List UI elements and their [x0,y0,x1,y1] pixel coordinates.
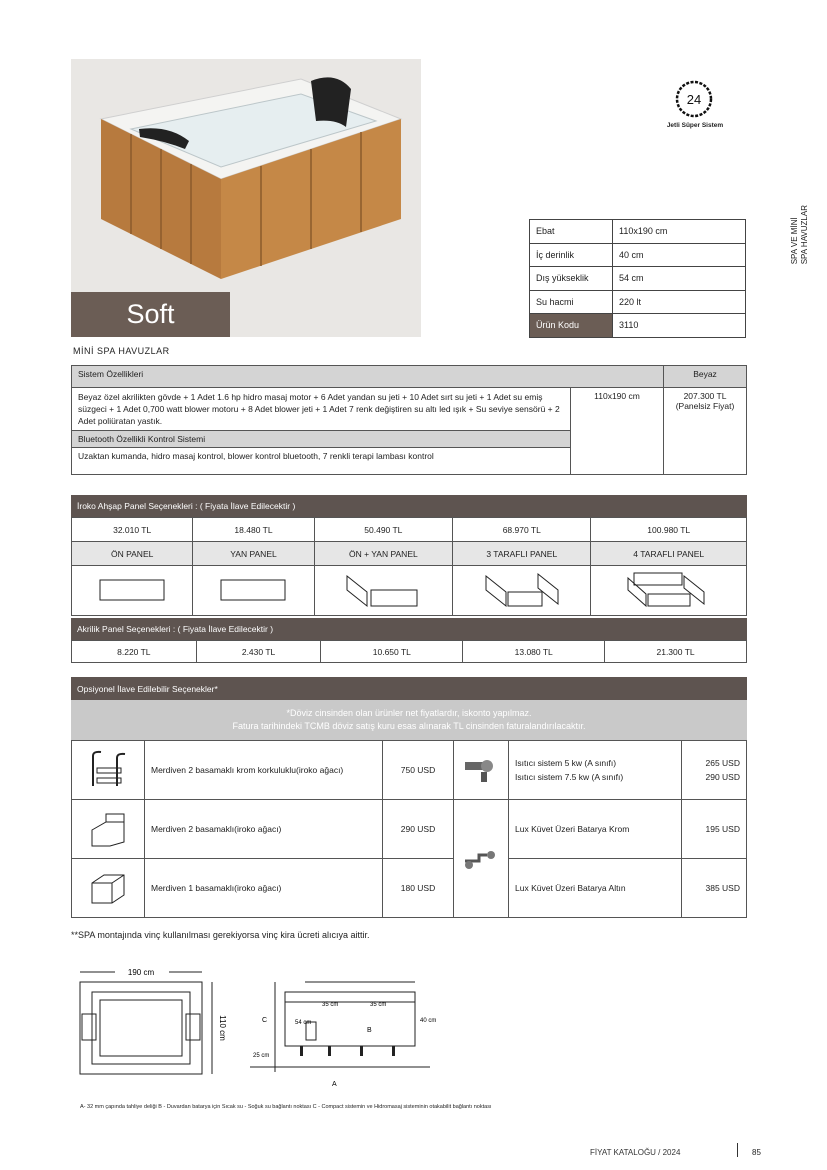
wood-price: 50.490 TL [314,518,452,542]
spec-row [530,267,746,291]
wood-price: 68.970 TL [453,518,591,542]
side-panel-icon [193,566,314,616]
two-step-icon [72,800,145,859]
option-name: Merdiven 2 basamaklı(iroko ağacı) [145,800,383,859]
spec-value: 3110 [613,314,746,338]
option-name: Merdiven 2 basamaklı krom korkuluklu(iroko ağacı) [145,741,383,800]
spec-value: 110x190 cm [613,220,746,244]
panel-name: 3 TARAFLI PANEL [453,542,591,566]
four-side-panel-icon [591,566,747,616]
spec-row [530,290,746,314]
badge-label: Jetli Süper Sistem [666,122,724,129]
dim-d: 54 cm [295,1020,312,1026]
acrylic-price: 21.300 TL [605,641,747,663]
side-label-line1: SPA VE MİNİ [790,217,799,265]
jet-system-icon [675,80,713,118]
catalog-footer: FİYAT KATALOĞU / 2024 [590,1148,681,1157]
panel-name: ÖN + YAN PANEL [314,542,452,566]
dim-a: 35 cm [322,1002,339,1008]
spec-key: Su hacmi [530,290,613,314]
spec-value: 220 lt [613,290,746,314]
notice-line2: Fatura tarihindeki TCMB döviz satış kuru esas alınarak TL cinsinden faturalandırılacaktır. [232,721,586,731]
option-price-right: 195 USD [682,800,747,859]
label-c: C [262,1017,268,1024]
dim-c: 40 cm [420,1018,437,1024]
bluetooth-text: Uzaktan kumanda, hidro masaj kontrol, blower kontrol bluetooth, 7 renkli terapi lambası kontrol [72,448,571,475]
spec-row [530,314,746,338]
acrylic-price: 2.430 TL [196,641,321,663]
bluetooth-header: Bluetooth Özellikli Kontrol Sistemi [72,431,571,448]
footer-divider [737,1143,738,1157]
option-name-right: Isıtıcı sistem 5 kw (A sınıfı) Isıtıcı sistem 7.5 kw (A sınıfı) [509,741,682,800]
acrylic-price: 13.080 TL [463,641,605,663]
label-b: B [367,1027,372,1034]
faucet-icon [454,800,509,918]
spec-key: İç derinlik [530,243,613,267]
wood-price: 32.010 TL [72,518,193,542]
price-note: (Panelsiz Fiyat) [675,401,735,411]
label-a: A [332,1081,337,1088]
color-header: Beyaz [664,366,747,388]
three-side-panel-icon [453,566,591,616]
options-table [71,740,747,918]
front-side-panel-icon [314,566,452,616]
side-category-label [790,205,810,264]
options-header: Opsiyonel İlave Edilebilir Seçenekler* [71,677,747,700]
features-table [71,365,747,475]
system-text: Beyaz özel akrilikten gövde + 1 Adet 1.6 hp hidro masaj motor + 6 Adet yandan su jeti + 10 Adet sırt su jeti + 1 Adet su emiş süzgeci + 1 Adet 0,700 watt blower motoru + 8 Adet blower jeti + 1 Adet 7 renk değiştiren su altı led ışık + Su seviye sensörü + 2 Adet poliüratan yastık. [72,388,571,431]
spec-table [529,219,746,338]
section-title: MİNİ SPA HAVUZLAR [73,346,170,356]
spec-value: 54 cm [613,267,746,291]
price-value: 207.300 TL [683,391,727,401]
wood-price: 100.980 TL [591,518,747,542]
wood-panels-table [71,517,747,616]
badge-number: 24 [686,92,702,107]
height-dimension: 110 cm [218,1015,227,1041]
panel-name: YAN PANEL [193,542,314,566]
spec-row [530,243,746,267]
option-name-right: Lux Küvet Üzeri Batarya Altın [509,859,682,918]
option-price-right: 385 USD [682,859,747,918]
wood-price: 18.480 TL [193,518,314,542]
acrylic-price: 8.220 TL [72,641,197,663]
price-cell [664,388,747,475]
system-header: Sistem Özellikleri [72,366,664,388]
spec-key: Ebat [530,220,613,244]
crane-footnote: **SPA montajında vinç kullanılması gerekiyorsa vinç kira ücreti alıcıya aittir. [71,930,370,940]
side-label-line2: SPA HAVUZLAR [800,205,809,265]
dim-e: 25 cm [253,1053,270,1059]
option-price-right: 265 USD 290 USD [682,741,747,800]
product-title: Soft [71,292,230,337]
drawing-legend: A- 32 mm çapında tahliye deliği B - Duvardan batarya için Sıcak su - Soğuk su bağlantı noktası C - Compact sistemin ve Hidromasaj sisteminin otakabilit bağlantı noktası [80,1104,492,1110]
heater-icon [454,741,509,800]
size-cell: 110x190 cm [571,388,664,475]
currency-notice [71,700,747,740]
acrylic-price: 10.650 TL [321,641,463,663]
spec-value: 40 cm [613,243,746,267]
spec-key: Dış yükseklik [530,267,613,291]
option-name: Merdiven 1 basamaklı(iroko ağacı) [145,859,383,918]
notice-line1: *Döviz cinsinden olan ürünler net fiyatlardır, iskonto yapılmaz. [286,708,532,718]
acrylic-panels-header: Akrilik Panel Seçenekleri : ( Fiyata İlave Edilecektir ) [71,618,747,640]
ladder-rail-icon [72,741,145,800]
wood-panels-header: İroko Ahşap Panel Seçenekleri : ( Fiyata İlave Edilecektir ) [71,495,747,517]
page-number: 85 [752,1148,761,1157]
panel-name: ÖN PANEL [72,542,193,566]
panel-name: 4 TARAFLI PANEL [591,542,747,566]
dim-b: 35 cm [370,1002,387,1008]
front-panel-icon [72,566,193,616]
technical-drawing [70,962,437,1097]
option-price: 290 USD [383,800,454,859]
option-price: 750 USD [383,741,454,800]
spec-row [530,220,746,244]
width-dimension: 190 cm [127,968,155,977]
acrylic-panels-table [71,640,747,663]
option-price: 180 USD [383,859,454,918]
option-name-right: Lux Küvet Üzeri Batarya Krom [509,800,682,859]
spec-key: Ürün Kodu [530,314,613,338]
one-step-icon [72,859,145,918]
